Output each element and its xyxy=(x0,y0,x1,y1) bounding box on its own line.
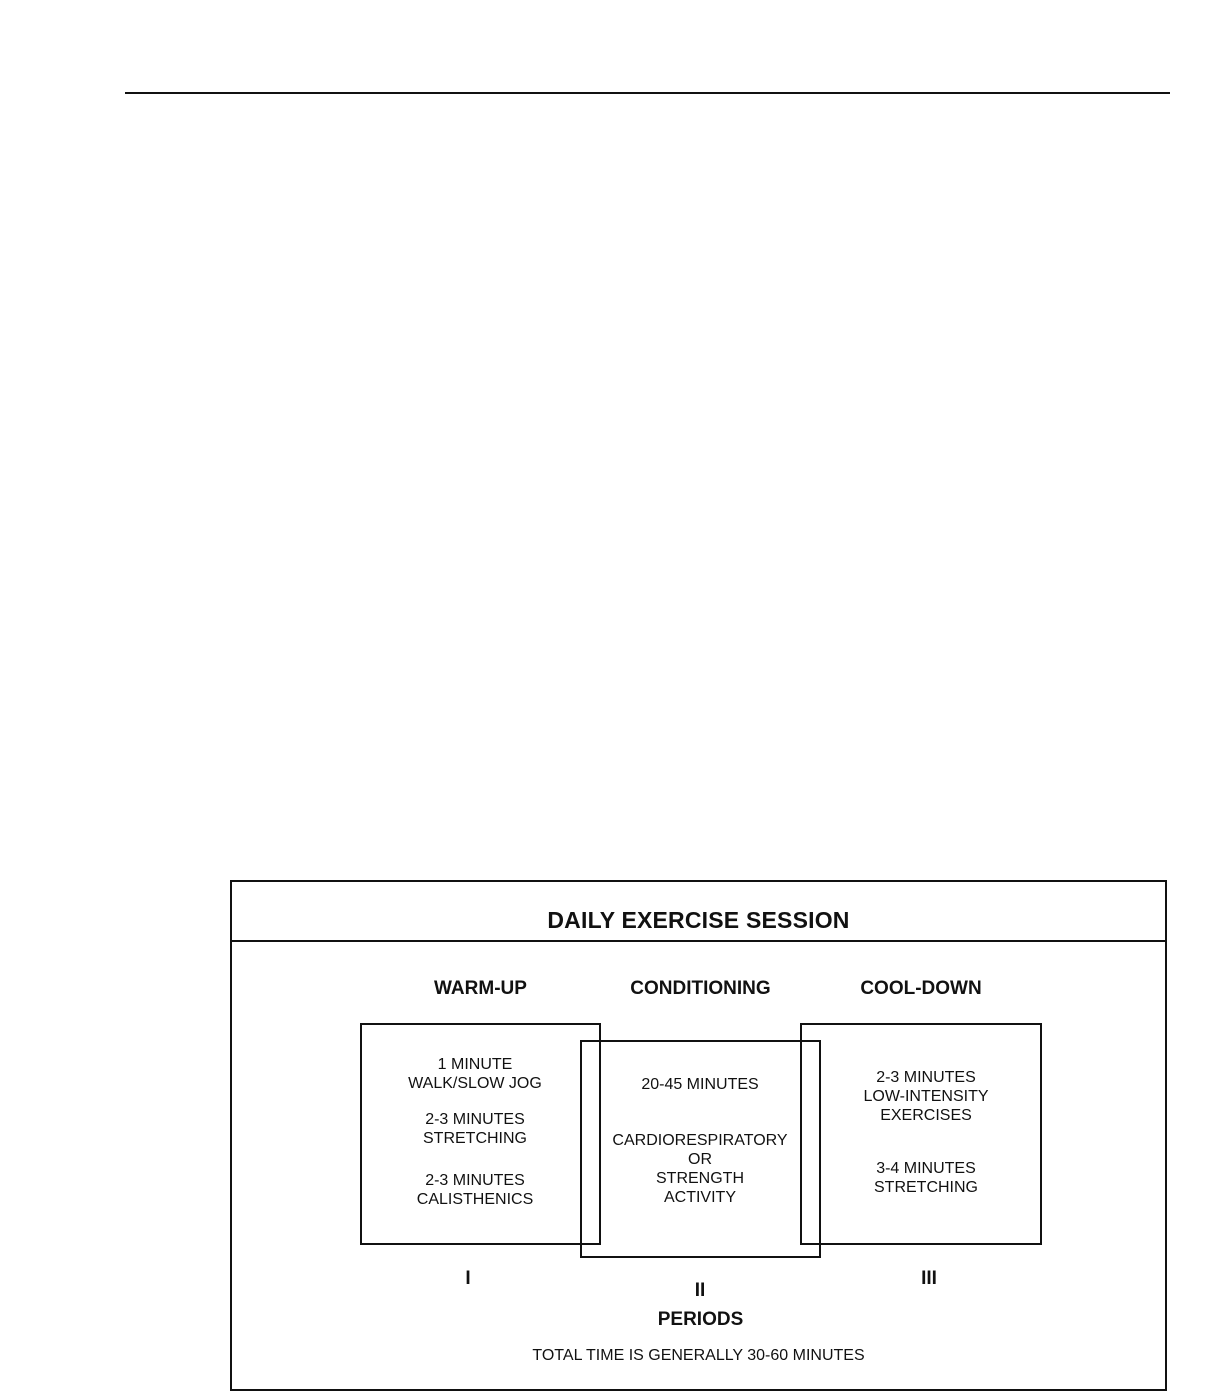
periods-label: PERIODS xyxy=(657,1309,744,1330)
conditioning-item-2-line-4: ACTIVITY xyxy=(663,1189,736,1206)
page-top-rule xyxy=(125,92,1170,94)
total-time-note: TOTAL TIME IS GENERALLY 30-60 MINUTES xyxy=(532,1347,865,1364)
conditioning-item-1-line-1: 20-45 MINUTES xyxy=(641,1076,759,1093)
warmup-heading: WARM-UP xyxy=(434,978,527,999)
cooldown-heading: COOL-DOWN xyxy=(860,978,982,999)
cooldown-item-2-line-1: 3-4 MINUTES xyxy=(876,1160,976,1177)
cooldown-item-1-line-2: LOW-INTENSITY xyxy=(863,1088,989,1105)
warmup-item-1 xyxy=(375,1055,575,1093)
conditioning-heading: CONDITIONING xyxy=(630,978,771,999)
period-numeral-conditioning: II xyxy=(694,1280,706,1301)
warmup-item-2-line-2: STRETCHING xyxy=(423,1130,527,1147)
warmup-item-1-line-1: 1 MINUTE xyxy=(437,1056,513,1073)
conditioning-item-2-line-1: CARDIORESPIRATORY xyxy=(612,1132,788,1149)
warmup-item-3-line-2: CALISTHENICS xyxy=(416,1191,534,1208)
conditioning-item-1 xyxy=(600,1075,800,1094)
cooldown-item-2-line-2: STRETCHING xyxy=(874,1179,978,1196)
warmup-item-2-line-1: 2-3 MINUTES xyxy=(425,1111,525,1128)
diagram-title: DAILY EXERCISE SESSION xyxy=(547,907,850,933)
cooldown-item-1-line-3: EXERCISES xyxy=(880,1107,972,1124)
cooldown-item-1 xyxy=(826,1068,1026,1125)
warmup-item-3-line-1: 2-3 MINUTES xyxy=(425,1172,525,1189)
conditioning-item-2-line-3: STRENGTH xyxy=(656,1170,744,1187)
warmup-item-1-line-2: WALK/SLOW JOG xyxy=(408,1075,542,1092)
period-numeral-warmup: I xyxy=(465,1268,471,1289)
cooldown-item-2 xyxy=(826,1159,1026,1197)
conditioning-item-2-line-2: OR xyxy=(688,1151,712,1168)
period-numeral-cooldown: III xyxy=(921,1268,937,1289)
title-divider xyxy=(230,940,1167,942)
warmup-item-2 xyxy=(375,1110,575,1148)
cooldown-box xyxy=(800,1023,1042,1245)
cooldown-item-1-line-1: 2-3 MINUTES xyxy=(876,1069,976,1086)
conditioning-item-2 xyxy=(600,1131,800,1207)
warmup-item-3 xyxy=(375,1171,575,1209)
